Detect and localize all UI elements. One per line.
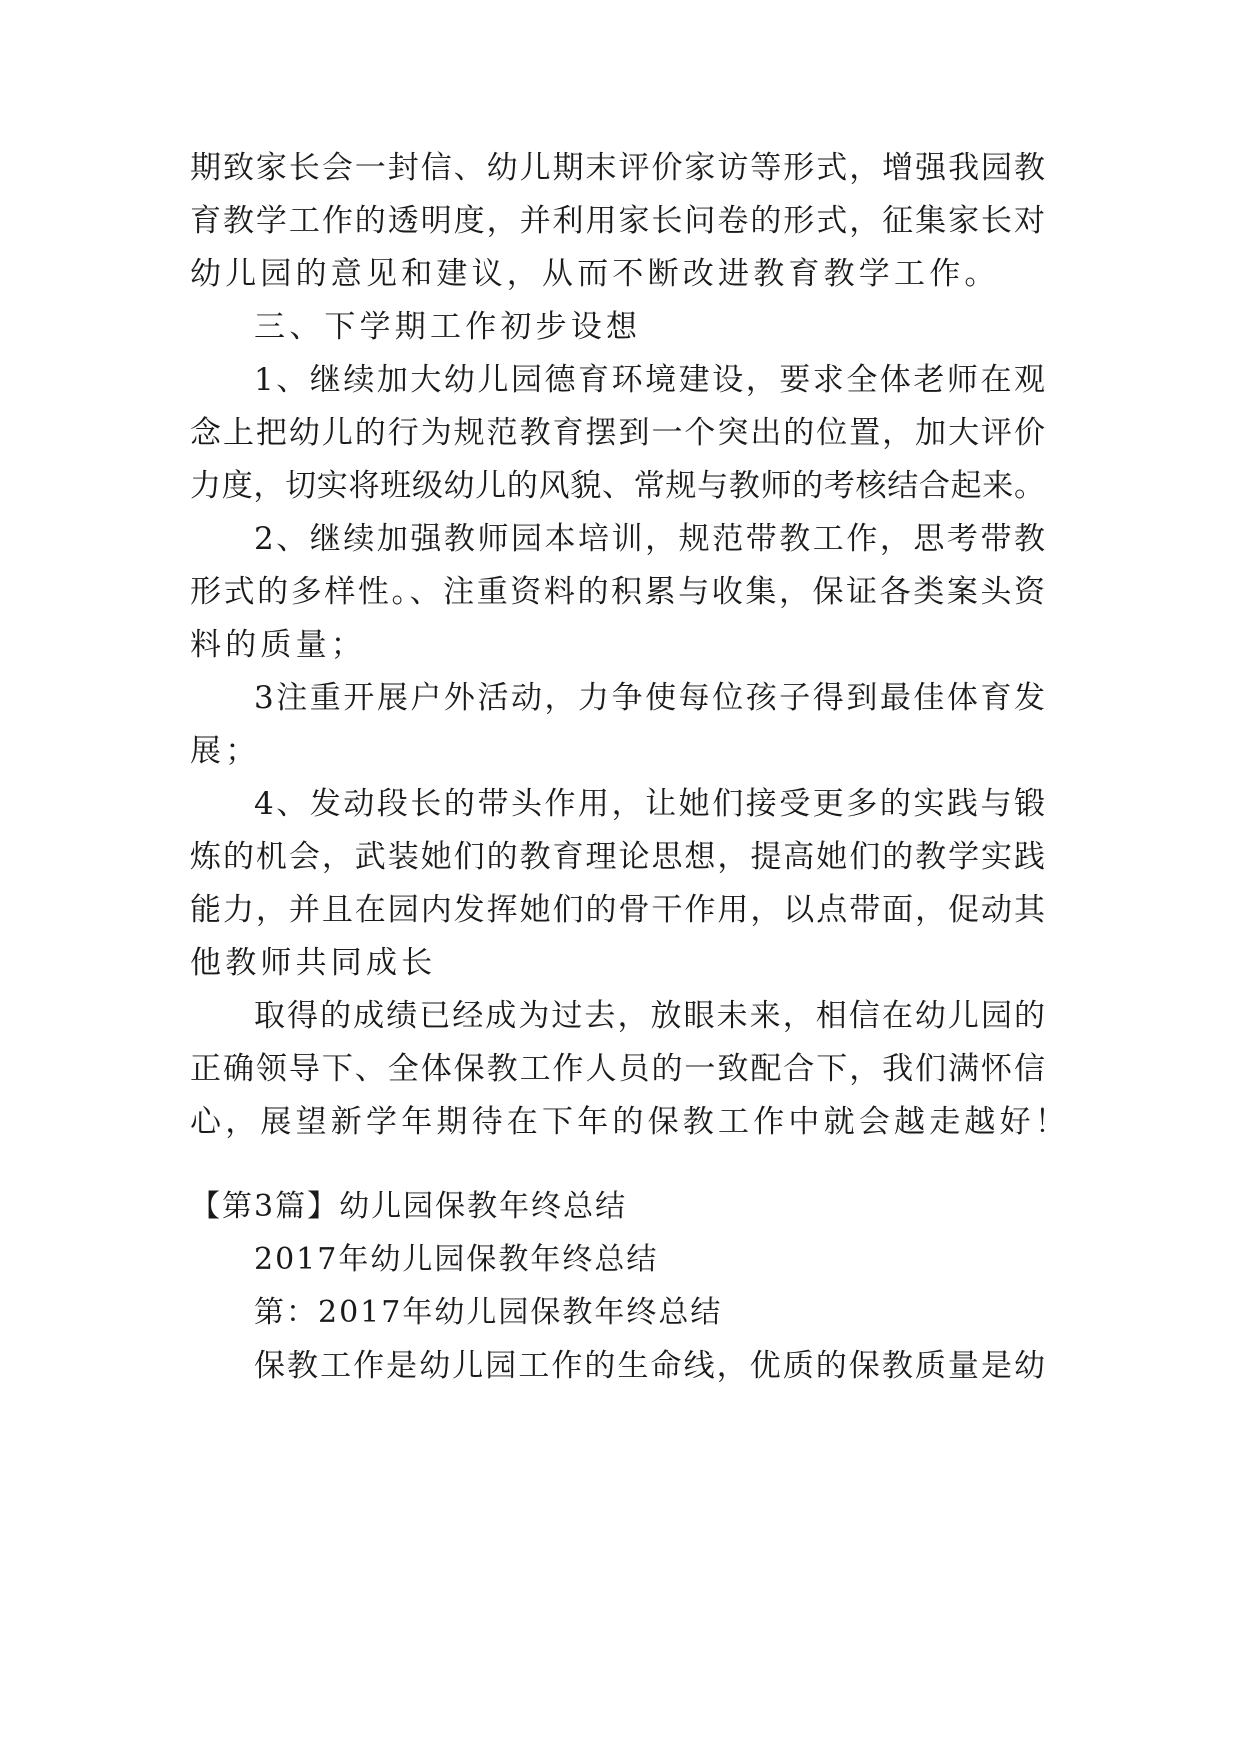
paragraph-line: 取得的成绩已经成为过去，放眼未来，相信在幼儿园的 bbox=[254, 998, 1045, 1034]
article-subtitle: 第：2017年幼儿园保教年终总结 bbox=[254, 1295, 723, 1330]
paragraph-line: 4、发动段长的带头作用，让她们接受更多的实践与锻 bbox=[254, 786, 1045, 822]
article-title: 2017年幼儿园保教年终总结 bbox=[254, 1242, 659, 1277]
paragraph-line: 心，展望新学年期待在下年的保教工作中就会越走越好！ bbox=[190, 1104, 1070, 1140]
paragraph-line: 正确领导下、全体保教工作人员的一致配合下，我们满怀信 bbox=[190, 1051, 1045, 1087]
paragraph-line: 念上把幼儿的行为规范教育摆到一个突出的位置，加大评价 bbox=[190, 415, 1045, 451]
paragraph-line: 3注重开展户外活动，力争使每位孩子得到最佳体育发 bbox=[254, 680, 1045, 716]
paragraph-line: 幼儿园的意见和建议，从而不断改进教育教学工作。 bbox=[190, 256, 1000, 292]
section-heading: 三、下学期工作初步设想 bbox=[254, 309, 642, 345]
article-heading: 【第3篇】幼儿园保教年终总结 bbox=[190, 1189, 628, 1224]
paragraph-line: 育教学工作的透明度，并利用家长问卷的形式，征集家长对 bbox=[190, 203, 1045, 239]
paragraph-line: 1、继续加大幼儿园德育环境建设，要求全体老师在观 bbox=[254, 362, 1045, 398]
paragraph-line: 炼的机会，武装她们的教育理论思想，提高她们的教学实践 bbox=[190, 839, 1045, 875]
paragraph-line: 2、继续加强教师园本培训，规范带教工作，思考带教 bbox=[254, 521, 1045, 557]
paragraph-line: 力度，切实将班级幼儿的风貌、常规与教师的考核结合起来。 bbox=[190, 468, 1045, 504]
paragraph-line: 保教工作是幼儿园工作的生命线，优质的保教质量是幼 bbox=[254, 1348, 1045, 1384]
paragraph-line: 能力，并且在园内发挥她们的骨干作用，以点带面，促动其 bbox=[190, 892, 1045, 928]
paragraph-line: 形式的多样性。、注重资料的积累与收集，保证各类案头资 bbox=[190, 574, 1045, 610]
paragraph-line: 料的质量； bbox=[190, 627, 366, 663]
paragraph-line: 展； bbox=[190, 733, 261, 769]
paragraph-line: 他教师共同成长 bbox=[190, 945, 437, 981]
paragraph-line: 期致家长会一封信、幼儿期末评价家访等形式，增强我园教 bbox=[190, 150, 1045, 186]
